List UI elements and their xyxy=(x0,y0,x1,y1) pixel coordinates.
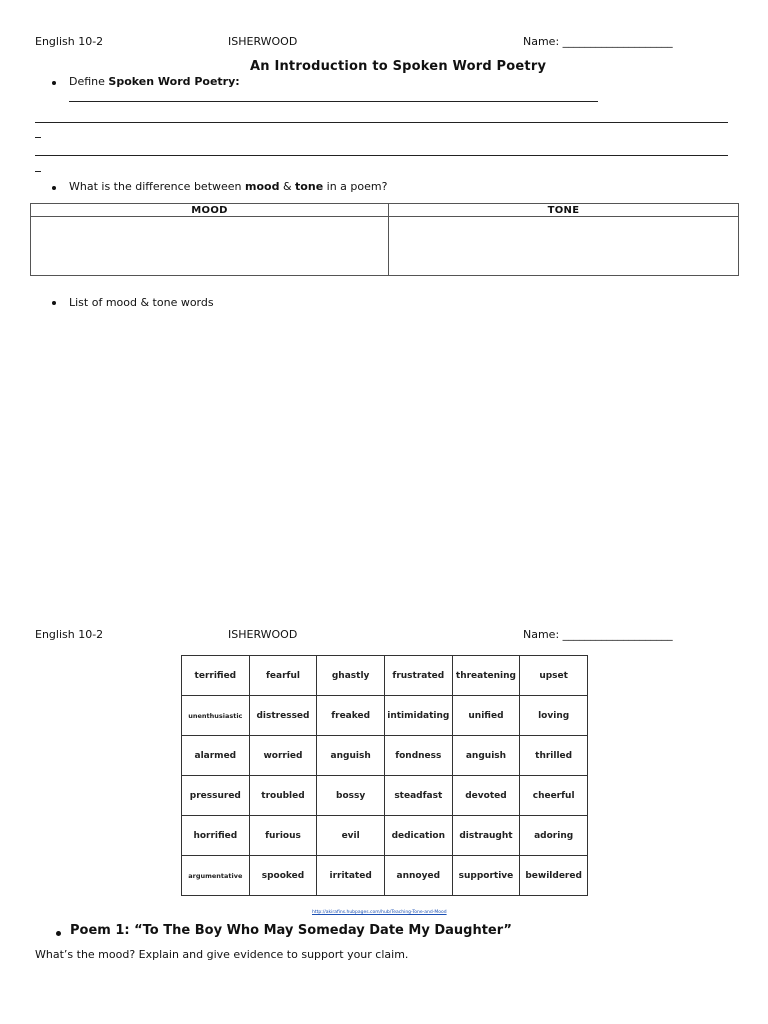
answer-line-stub xyxy=(35,137,41,138)
mood-word: terrified xyxy=(182,656,250,696)
mood-word: fondness xyxy=(384,736,452,776)
mood-word: distressed xyxy=(249,696,317,736)
name-field-label: Name: ____________________ xyxy=(523,628,673,641)
name-field-label: Name: ____________________ xyxy=(523,35,673,48)
mood-word: fearful xyxy=(249,656,317,696)
mood-word: loving xyxy=(520,696,588,736)
tone-header: TONE xyxy=(389,204,739,217)
mood-word: ghastly xyxy=(317,656,385,696)
mood-word: cheerful xyxy=(520,776,588,816)
bullet-icon xyxy=(52,301,56,305)
difference-prompt: What is the difference between mood & tone in a poem? xyxy=(69,180,388,193)
mood-word: pressured xyxy=(182,776,250,816)
bullet-icon xyxy=(52,186,56,190)
mood-word: unified xyxy=(452,696,520,736)
mood-word: annoyed xyxy=(384,856,452,896)
poem-title: Poem 1: “To The Boy Who May Someday Date My Daughter” xyxy=(70,923,512,938)
mood-word: anguish xyxy=(317,736,385,776)
grid-source-link[interactable]: http://akirafins.hubpages.com/hub/Teaching-Tone-and-Mood xyxy=(312,910,447,915)
course-label: English 10-2 xyxy=(35,35,104,48)
mood-word: adoring xyxy=(520,816,588,856)
mood-word: thrilled xyxy=(520,736,588,776)
mood-word: bewildered xyxy=(520,856,588,896)
mood-word: unenthusiastic xyxy=(182,696,250,736)
mood-word: supportive xyxy=(452,856,520,896)
answer-line xyxy=(69,101,598,102)
mood-word: evil xyxy=(317,816,385,856)
mood-word: furious xyxy=(249,816,317,856)
answer-line xyxy=(35,122,728,123)
define-prompt: Define Spoken Word Poetry: xyxy=(69,75,240,88)
mood-word: spooked xyxy=(249,856,317,896)
mood-answer-cell xyxy=(31,217,389,276)
mood-word: steadfast xyxy=(384,776,452,816)
mood-word: upset xyxy=(520,656,588,696)
answer-line xyxy=(35,155,728,156)
mood-word: anguish xyxy=(452,736,520,776)
mood-word: argumentative xyxy=(182,856,250,896)
mood-word: horrified xyxy=(182,816,250,856)
mood-word: intimidating xyxy=(384,696,452,736)
bullet-icon xyxy=(56,931,61,936)
mood-word: distraught xyxy=(452,816,520,856)
mood-word: alarmed xyxy=(182,736,250,776)
mood-words-grid xyxy=(181,655,588,896)
course-label: English 10-2 xyxy=(35,628,104,641)
mood-word: threatening xyxy=(452,656,520,696)
mood-tone-table xyxy=(30,203,739,276)
mood-word: worried xyxy=(249,736,317,776)
mood-word: troubled xyxy=(249,776,317,816)
bullet-icon xyxy=(52,81,56,85)
tone-answer-cell xyxy=(389,217,739,276)
mood-word: devoted xyxy=(452,776,520,816)
list-label: List of mood & tone words xyxy=(69,296,214,309)
mood-header: MOOD xyxy=(31,204,389,217)
mood-word: freaked xyxy=(317,696,385,736)
mood-word: dedication xyxy=(384,816,452,856)
question-text: What’s the mood? Explain and give evidence to support your claim. xyxy=(35,948,409,961)
page-title: An Introduction to Spoken Word Poetry xyxy=(250,59,547,74)
mood-word: irritated xyxy=(317,856,385,896)
teacher-label: ISHERWOOD xyxy=(228,628,298,641)
answer-line-stub xyxy=(35,171,41,172)
mood-word: frustrated xyxy=(384,656,452,696)
mood-word: bossy xyxy=(317,776,385,816)
teacher-label: ISHERWOOD xyxy=(228,35,298,48)
